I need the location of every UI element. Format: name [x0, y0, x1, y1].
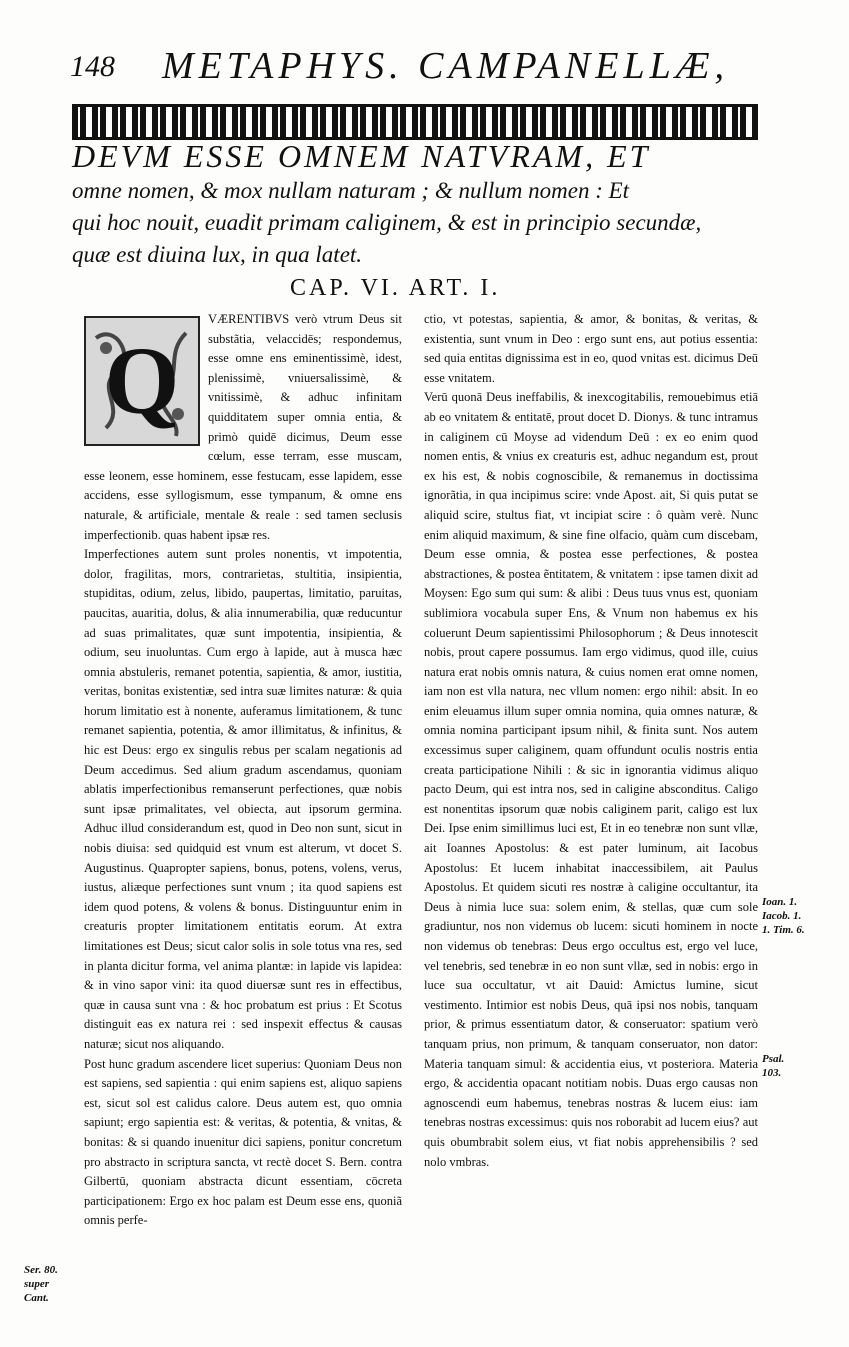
paragraph: ctio, vt potestas, sapientia, & amor, & bonitas, & veritas, & existentia, sunt vnum in Deo : ergo sunt ens, aut potius essentia: sed quia entitas dignissima est in eo, quod vnitas est. dicimus Deū esse vnitatem. [424, 312, 758, 385]
paragraph: VÆRENTIBVS verò vtrum Deus sit substãtia, velaccidēs; respondemus, esse omne ens eminentissimè, idest, plenissimè, vniuersalissimè, & vnitissimè, & adhuc infinitam quidditatem super omnia entia, & primò quidē dicimus, Deum esse cœlum, esse terram, esse muscam, esse leonem, esse hominem, esse festucam, esse lapidem, esse accidens, esse syllogismum, esse tympanum, & omne ens naturale, & artificiale, mentale & reale : sed tamen seclusis imperfectionib. quas habent ipsæ res. [84, 312, 402, 542]
margin-note: Ser. 80. super Cant. [24, 1264, 58, 1304]
heading-line-1: DEVM ESSE OMNEM NATVRAM, ET [72, 138, 651, 174]
chapter-label: CAP. VI. ART. I. [290, 275, 501, 301]
chapter-heading [72, 138, 772, 271]
initial-letter: Q [104, 327, 180, 434]
page-header [70, 44, 770, 94]
page-number: 148 [70, 50, 115, 83]
margin-note: Ioan. 1. Iacob. 1. 1. Tim. 6. [762, 896, 805, 936]
heading-line-4: quæ est diuina lux, in qua latet. [72, 242, 363, 267]
right-column [424, 310, 758, 1172]
heading-line-2: omne nomen, & mox nullam naturam ; & nullum nomen : Et [72, 178, 630, 203]
heading-line-3: qui hoc nouit, euadit primam caliginem, & est in principio secundæ, [72, 210, 702, 235]
paragraph: Verū quonā Deus ineffabilis, & inexcogitabilis, remouebimus etiā ab eo vnitatem & entitatē, prout docet D. Dionys. & tunc intramus in caliginem cū Moyse ad videndum Deū : ex eo enim quod nomen entis, & vnius ex creaturis est, adhuc negandum est, prout ex his est, & nobis cognoscibile, & remanemus in doctissima ignorãtia, in qua incipimus scire: vnde Apost. ait, Si quis putat se aliquid scire, stultus fiat, vt incipiat scire : ô quàm verè. Nunc enim aliquid maximum, & sine fine olfacio, quàm cum discebam, Deum esse omnia, & postea esse perfectiones, & postea abstractiones, & postea ẽntitatem, & vnitatem : ipse tamen dixit ad Moysen: Ego sum qui sum: & alibi : Deus tuus vnus est, quoniam sublimiora vocabula super Ens, & Vnum non habemus ex his coluerunt Deum sapientissimi Philosophorum ; & Deus innotescit nobis, prout capere possumus. Iam ergo vidimus, quod ille, cuius natura erat nobis omnis natura, & cuius nomen erat omne nomen, iam non est vlla natura, nec vllum nomen: ergo nihil: absit. In eo enim eleuamus illum super omnia nomina, quia omnes naturæ, & omnia nomina participant ipsum nihil, & finita sunt. Nos autem excessimus super caliginem, quam offundunt oculis nostris entia creata participatione Nihili : & sic in ignorantia vidimus aliquo pacto Deum, qui est intra nos, sed in caligine absconditus. Caligo est nonentitas ipsorum quæ nobis caliginem parit, caligo est lux Dei. Ipse enim simillimus luci est, Et in eo tenebræ non sunt vllæ, ait Ioannes Apostolus: & est pater luminum, ait Iacobus Apostolus: Et lucem inhabitat inaccessibilem, ait Paulus Apostolus. Et quidem sicuti res nostræ à caligine occultantur, ita Deus à nimia luce sua: solem enim, & stellas, quæ cum sole gradiuntur, nos non videmus ob lucem: sicuti hominem in nocte non videmus ob tenebras: Deus ergo occultus est, ergo vel luce, vel tenebris, sed tenebræ in eo non sunt vllæ, sed in nobis: ergo in luce sua occultatur, vt ait Dauid: Amictus lumine, sicut vestimento. Intimior est nobis Deus, quā ipsi nos nobis, tanquam prior, & primus essentiatum dator, & conseruator: spatium verò tanquam prius, non primum, & tanquam conseruator, non dator: Materia tanquam simul: & accidentia eius, vt posteriora. Materia ergo, & accidentia opacant notitiam nobis. Duas ergo causas non agnoscendi eum habemus, tenebras nostras & lucem eius: iam tenebras nostras excessimus: quis nos roborabit ad lucem eius? aut quis obumbrabit solem eius, vt fiat nobis apprehensibilis ? sed nolo vmbras. [424, 390, 758, 1169]
left-column [84, 310, 402, 1231]
paragraph: Post hunc gradum ascendere licet superius: Quoniam Deus non est sapiens, sed sapientia : qui enim sapiens est, aliquo sapiens est, sicut sol est calidus calore. Deus autem est, quo omnia sapiunt; ergo sapientia est: & veritas, & potentia, & vnitas, & bonitas: & si quando inuenitur dici sapiens, ponitur concretum pro abstracto in scriptura sancta, vt rectè docet S. Bern. contra Gilbertū, quoniam abstracta dicunt essentiam, cōcreta participationem: Ergo ex hoc palam est Deum esse ens, quoniã omnis perfe- [84, 1056, 402, 1228]
decorated-initial [84, 316, 200, 446]
ornament-band [72, 104, 758, 140]
running-title: METAPHYS. CAMPANELLÆ, [162, 45, 730, 87]
margin-note: Psal. 103. [762, 1053, 785, 1079]
paragraph: Imperfectiones autem sunt proles nonentis, vt impotentia, dolor, fragilitas, mors, contrarietas, stultitia, insipientia, stupiditas, odium, zelus, libido, paupertas, limitatio, paruitas, paucitas, auaritia, dolus, & alia innumerabilia, quæ reducuntur ad suas primalitates, quæ sunt impotentia, insipientia, & odium, seu inuoluntas. Cum ergo à lapide, aut à musca hæc omnia abstuleris, remanet potentia, sapientia, & amor, iustitia, veritas, bonitas existentiæ, sed intra suæ limites naturæ: & quia horum limitatio est à nonente, auferamus limitationem, & tunc remanet sapientia, potentia, & amor illimitatus, & infinitus, & hic est Deus: ergo ex singulis rebus per scalam negationis ad Deum accedimus. Sed alium gradum ascendamus, quoniam ablatis imperfectionibus remanserunt perfectiones, quæ nobis sunt ipsæ primalitates, vel obiecta, aut ipsorum germina. Adhuc illud considerandum est, quod in Deo non sunt, sicut in nobis diuisa: sed quidquid est vnum est alterum, vt docet S. Augustinus. Quapropter sapiens, bonus, potens, volens, verus, iustus, aliæque perfectiones sunt vnum ; ita quod sapiens est idem quod potens, & volens & bonus. Distinguuntur enim in creaturis propter limitationem entitatis eorum. At extra limitationes est Deus; sicut calor solis in sole totus vna res, sed in planta dicitur forma, vel anima plantæ: in lapide vis lapidea: & in vino sapor vini: ita quod diuersæ sunt res in effectibus, quæ in causa sunt vna : & hoc probatum est prius : Et Scotus distinguit eas ex natura rei : sed inspexit effectus & causas naturæ; sicut nos aliquando. [84, 547, 402, 1051]
